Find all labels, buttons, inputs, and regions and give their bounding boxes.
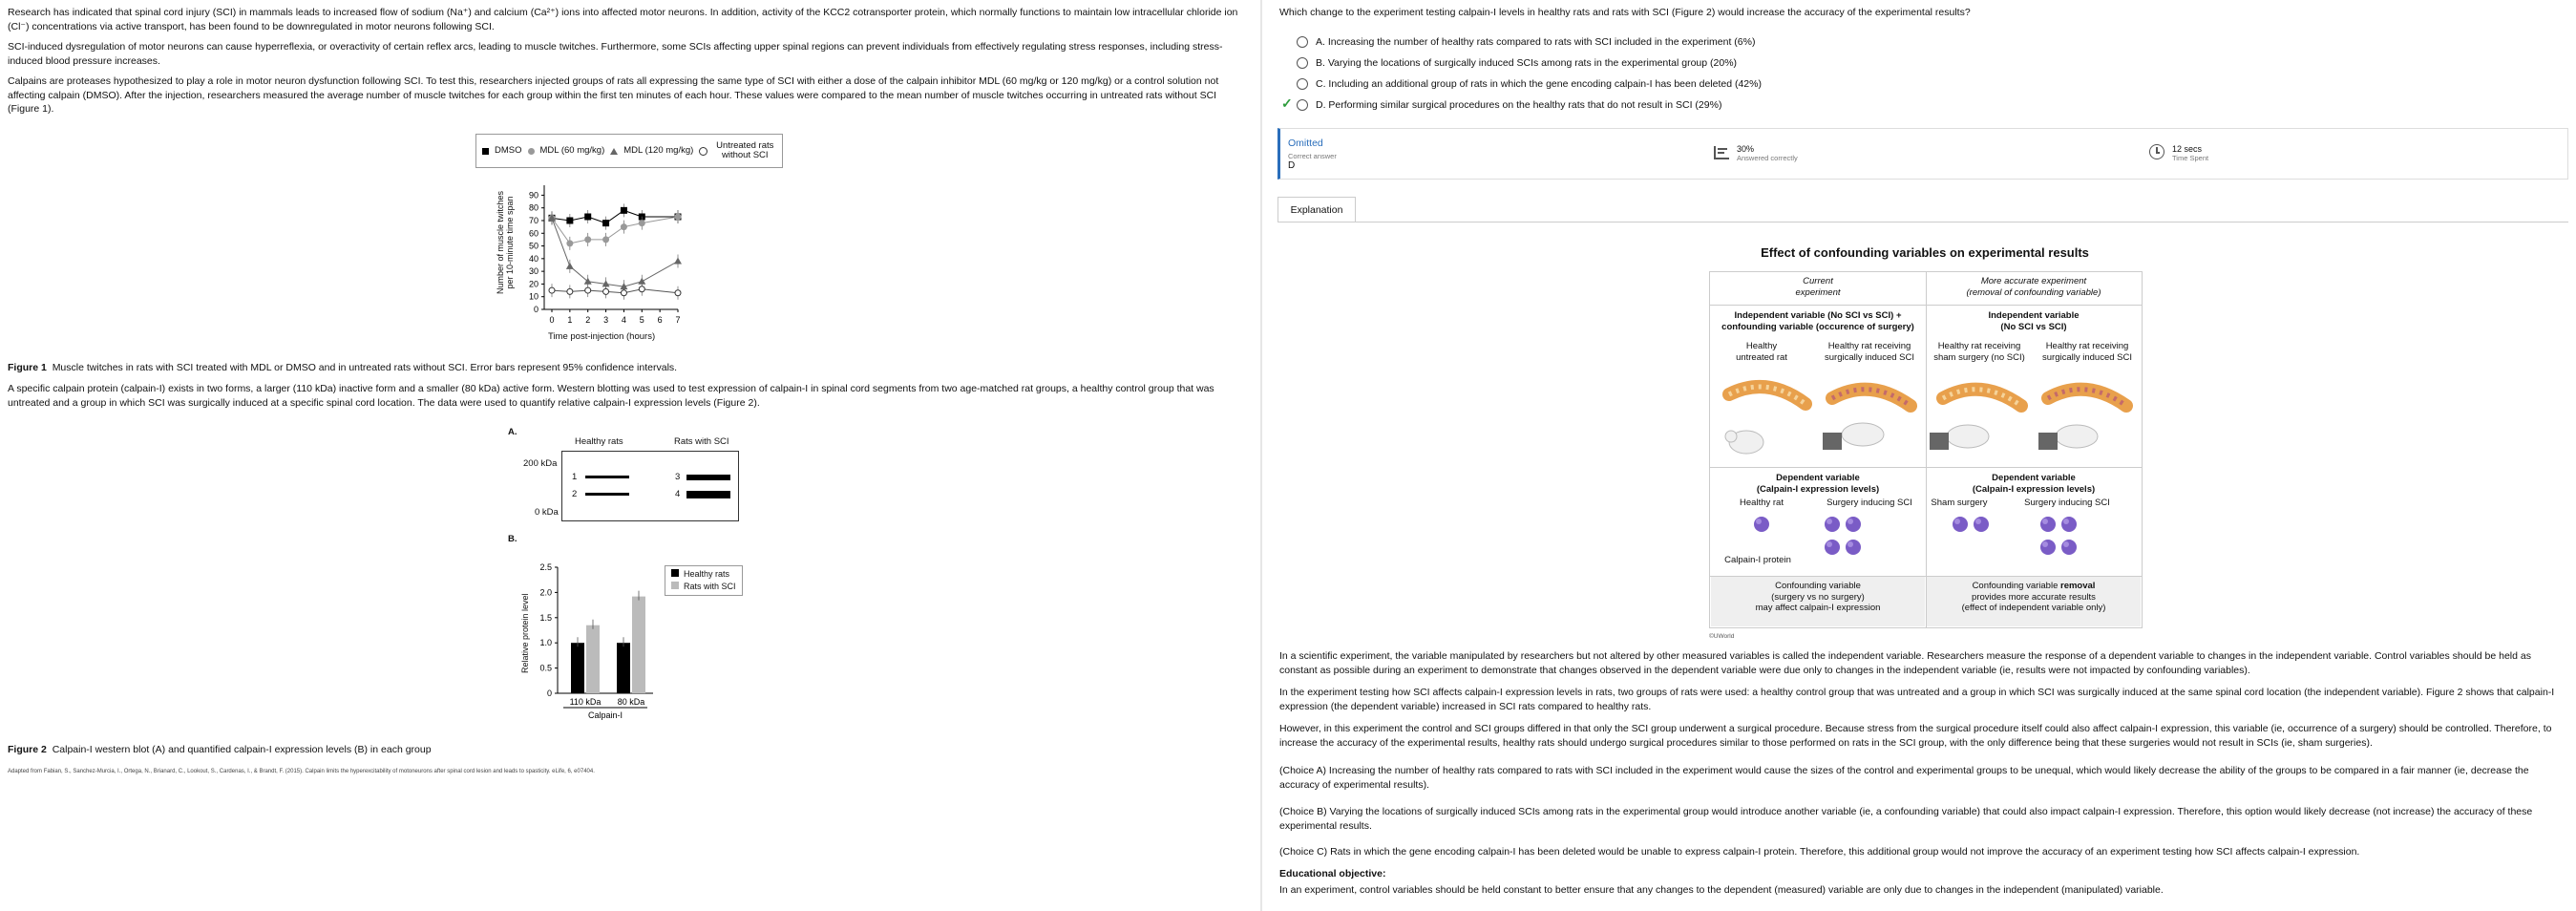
calpain-protein-highlight: [2042, 519, 2048, 524]
choice-a-text: A. Increasing the number of healthy rats compared to rats with SCI included in the experiment (6%): [1316, 36, 1756, 48]
y-tick-label: 1.0: [539, 638, 552, 648]
legend-triangle-icon: [610, 148, 618, 155]
label-sham-surgery: Healthy rat receiving sham surgery (no SCI): [1933, 341, 2025, 363]
bar: [632, 597, 645, 693]
western-blot: [561, 451, 739, 521]
point-mdl60: [675, 213, 682, 220]
point-dmso: [566, 217, 573, 223]
explanation-choice-a: (Choice A) Increasing the number of healthy rats compared to rats with SCI included in the experiment would cause the sizes of the control and experimental groups to be unequal, which would likely decrease the ability of the groups to be compared in a fair manner (ie, decrease the accuracy of experimental results).: [1279, 765, 2529, 791]
bar-chart-icon: [1714, 144, 1729, 159]
blot-col-healthy: Healthy rats: [575, 436, 623, 447]
y-tick-label: 0: [533, 305, 538, 314]
figure1-ylabel-line2: per 10-minute time span: [505, 196, 515, 289]
point-untreated: [549, 287, 555, 293]
calpain-protein-icon: [2040, 517, 2056, 532]
figure2-ylabel-text: Relative protein level: [519, 593, 530, 674]
choice-b[interactable]: [1297, 56, 1737, 71]
calpain-protein-label: Calpain-I protein: [1724, 555, 1791, 565]
figure2-legend: [665, 565, 743, 596]
figure2-ylabel: [516, 592, 535, 678]
lane-1-label: 1: [572, 472, 578, 482]
calpain-protein-highlight: [1826, 519, 1832, 524]
passage-paragraph-3: Calpains are proteases hypothesized to play a role in motor neuron dysfunction following SCI. To test this, researchers injected groups of rats all expressing the same type of SCI with either a dose of the calpain inhibitor MDL (60 mg/kg or 120 mg/kg) or a control solution not affecting calpain (DMSO). After the injection, researchers measured the average number of muscle twitches for each group within the first ten minutes of each hour. These values were compared to the mean number of muscle twitches occurring in untreated rats without SCI (Figure 1).: [8, 75, 1219, 115]
figure1-ylabel: [475, 168, 533, 311]
calpain-protein-icon: [1825, 540, 1840, 555]
spine-illustration-3: [1930, 390, 2021, 450]
dv-healthy-rat-label: Healthy rat: [1740, 498, 1784, 508]
point-untreated: [585, 287, 591, 293]
confounding-diagram: [1709, 271, 2143, 628]
educational-objective-title: Educational objective:: [1279, 868, 1386, 879]
point-untreated: [603, 288, 609, 294]
choice-d-text: D. Performing similar surgical procedures on the healthy rats that do not result in SCI (29%): [1316, 99, 1722, 111]
x-tick-label: 2: [585, 315, 591, 325]
y-tick-label: 20: [528, 279, 538, 289]
dv-right-sci-label: Surgery inducing SCI: [2024, 498, 2110, 508]
foot-right-post: provides more accurate results (effect of independent variable only): [1961, 591, 2106, 613]
foot-left: Confounding variable (surgery vs no surgery) may affect calpain-I expression: [1711, 577, 1925, 626]
radio-icon[interactable]: [1297, 78, 1308, 90]
lane-4-label: 4: [675, 489, 681, 499]
y-tick-label: 10: [528, 291, 538, 302]
calpain-protein-icon: [1846, 517, 1861, 532]
time-spent-value: 12 secs: [2172, 144, 2203, 154]
calpain-protein-highlight: [1848, 541, 1853, 547]
point-mdl60: [621, 223, 627, 230]
time-spent-label: Time Spent: [2172, 154, 2209, 162]
explanation-p3: However, in this experiment the control and SCI groups differed in that only the SCI group underwent a surgical procedure. Because stress from the surgical procedure itself could also affect calpain-I expression, this variable (ie, occurrence of a surgery) should be controlled. Therefore, to increase the accuracy of the experimental results, healthy rats should undergo surgical procedures similar to those performed on rats in the SCI group, with the only difference being that these surgeries would not result in SCIs (ie, sham surgeries).: [1279, 723, 2552, 749]
passage-pane: [0, 0, 1258, 911]
band-lane-3: [686, 475, 730, 480]
x-tick-label: 1: [567, 315, 573, 325]
y-tick-label: 0.5: [539, 663, 552, 673]
point-dmso: [621, 207, 627, 214]
calpain-protein-highlight: [1975, 519, 1981, 524]
diagram-title: Effect of confounding variables on experimental results: [1761, 245, 2089, 260]
figure1-ylabel-line1: Number of muscle twitches: [496, 190, 505, 295]
x-axis-label: Calpain-I: [587, 710, 623, 720]
citation: Adapted from Fabian, S., Sanchez-Murcia, I., Ortega, N., Brianard, C., Lookout, S., Cardenas, I., & Brandt, F. (2015). Calpain limits the hyperexcitability of motoneurons after spinal cord lesion and leads to spasticity. eLife, 6, e07404.: [8, 769, 595, 774]
x-tick-label: 0: [549, 315, 555, 325]
explanation-choice-c: (Choice C) Rats in which the gene encoding calpain-I has been deleted would be unable to express calpain-I protein. Therefore, this additional group would not improve the accuracy of an experiment testing how SCI affects calpain-I expression.: [1279, 846, 2360, 858]
calpain-protein-icon: [2040, 540, 2056, 555]
calpain-protein-highlight: [2042, 541, 2048, 547]
point-mdl120: [674, 258, 682, 265]
blot-col-sci: Rats with SCI: [674, 436, 729, 447]
calpain-protein-icon: [1846, 540, 1861, 555]
calpain-protein-highlight: [1954, 519, 1960, 524]
category-label: 110 kDa: [569, 697, 602, 707]
point-untreated: [567, 288, 573, 294]
y-tick-label: 0: [546, 689, 552, 698]
dv-sham-label: Sham surgery: [1931, 498, 1988, 508]
x-tick-label: 4: [621, 315, 626, 325]
series-line: [552, 218, 678, 286]
explanation-choice-b: (Choice B) Varying the locations of surgically induced SCIs among rats in the experimental group would introduce another variable (ie, a confounding variable) that could also impact calpain-I expression. Therefore, this option would likely decrease (not increase) the accuracy of these experimental results.: [1279, 806, 2533, 832]
correct-answer-label: Correct answer: [1288, 152, 1337, 160]
legend-untreated: Untreated rats without SCI: [716, 140, 774, 160]
y-tick-label: 50: [528, 241, 538, 251]
band-lane-4: [686, 491, 730, 498]
dv-left-heading: Dependent variable (Calpain-I expression levels): [1756, 473, 1880, 495]
label-right-sci: Healthy rat receiving surgically induced SCI: [2042, 341, 2132, 363]
legend-black-square-icon: [671, 569, 679, 577]
radio-icon[interactable]: [1297, 57, 1308, 69]
radio-icon[interactable]: [1297, 36, 1308, 48]
passage-paragraph-4: A specific calpain protein (calpain-I) exists in two forms, a larger (110 kDa) inactive form and a smaller (80 kDa) active form. Western blotting was used to test expression of calpain-I in spinal cord segments from two age-matched rat groups, a healthy control group that was untreated and a group in which SCI was surgically induced at a specific spinal cord location. The data were used to quantify relative calpain-I expression levels (Figure 2).: [8, 383, 1214, 409]
percent-correct-label: Answered correctly: [1737, 154, 1798, 162]
label-healthy-sci: Healthy rat receiving surgically induced SCI: [1825, 341, 1914, 363]
x-tick-label: 3: [603, 315, 609, 325]
legend-square-icon: [482, 148, 489, 155]
figure2-panel-b-label: B.: [508, 534, 517, 544]
current-experiment-heading: Current experiment: [1795, 276, 1841, 298]
choice-c-text: C. Including an additional group of rats in which the gene encoding calpain-I has been deleted (42%): [1316, 78, 1762, 90]
point-mdl60: [602, 236, 609, 243]
legend-mdl120: MDL (120 mg/kg): [623, 144, 694, 156]
dv-right-heading: Dependent variable (Calpain-I expression levels): [1972, 473, 2096, 495]
figure2-caption-label: Figure 2: [8, 744, 47, 755]
spine-illustration-2: [1823, 390, 1911, 450]
x-tick-label: 5: [639, 315, 644, 325]
legend-open-circle-icon: [699, 147, 707, 156]
point-mdl60: [584, 236, 591, 243]
figure2-caption: [8, 743, 1249, 757]
passage-paragraph-2: SCI-induced dysregulation of motor neurons can cause hyperreflexia, or overactivity of certain reflex arcs, leading to muscle twitches. Furthermore, some SCIs affecting upper spinal regions can prevent individuals from effectively regulating stress responses, including stress-induced blood pressure increases.: [8, 41, 1223, 67]
choice-d[interactable]: [1297, 98, 1721, 113]
legend-healthy: Healthy rats: [684, 569, 730, 579]
iv-left-heading: Independent variable (No SCI vs SCI) + confounding variable (occurence of surgery): [1721, 310, 1914, 332]
blot-0kda-label: 0 kDa: [535, 507, 559, 518]
figure1-xlabel: Time post-injection (hours): [548, 331, 656, 342]
point-dmso: [602, 220, 609, 226]
legend-dmso: DMSO: [495, 144, 522, 156]
figure2-caption-text: Calpain-I western blot (A) and quantified calpain-I expression levels (B) in each group: [52, 744, 432, 755]
y-tick-label: 40: [528, 253, 538, 264]
dv-surgery-sci-label: Surgery inducing SCI: [1826, 498, 1912, 508]
y-tick-label: 2.0: [539, 587, 552, 598]
point-untreated: [621, 290, 626, 296]
y-tick-label: 30: [528, 266, 538, 277]
calpain-protein-highlight: [1848, 519, 1853, 524]
foot-right-pre: Confounding variable: [1972, 581, 2060, 591]
figure2-panel-a-label: A.: [508, 427, 517, 437]
legend-mdl60: MDL (60 mg/kg): [539, 144, 605, 156]
spine-illustration-4: [2038, 390, 2126, 450]
calpain-protein-icon: [2061, 540, 2077, 555]
category-label: 80 kDa: [617, 697, 645, 707]
lane-3-label: 3: [675, 472, 681, 482]
calpain-protein-highlight: [1826, 541, 1832, 547]
y-tick-label: 90: [528, 190, 538, 201]
point-mdl60: [639, 220, 645, 226]
figure1-legend: [475, 134, 783, 168]
x-tick-label: 6: [657, 315, 663, 325]
legend-sci: Rats with SCI: [684, 582, 736, 591]
point-untreated: [639, 286, 644, 292]
legend-gray-square-icon: [671, 582, 679, 589]
figure1-caption: [8, 361, 1249, 375]
calpain-protein-highlight: [1756, 519, 1762, 524]
better-experiment-heading: More accurate experiment (removal of confounding variable): [1966, 276, 2101, 298]
figure1-caption-text: Muscle twitches in rats with SCI treated with MDL or DMSO and in untreated rats without SCI. Error bars represent 95% confidence intervals.: [52, 362, 678, 373]
foot-right-bold: removal: [2060, 581, 2096, 591]
calpain-protein-icon: [2061, 517, 2077, 532]
choice-b-text: B. Varying the locations of surgically induced SCIs among rats in the experimental group (20%): [1316, 57, 1738, 69]
uworld-credit: ©UWorld: [1709, 633, 1735, 640]
question-pane: [1277, 0, 2566, 911]
foot-right: [1927, 577, 2141, 626]
y-tick-label: 60: [528, 228, 538, 239]
correct-check-icon: ✓: [1281, 95, 1293, 111]
point-mdl60: [566, 240, 573, 246]
iv-right-heading: Independent variable (No SCI vs SCI): [1988, 310, 2080, 332]
blot-200kda-label: 200 kDa: [523, 458, 558, 469]
correct-answer-value: D: [1288, 160, 1296, 171]
point-mdl120: [566, 263, 574, 269]
bar: [586, 625, 600, 693]
calpain-protein-icon: [1825, 517, 1840, 532]
label-healthy-untreated: Healthy untreated rat: [1736, 341, 1787, 363]
bar: [571, 643, 584, 693]
calpain-protein-highlight: [2063, 541, 2069, 547]
band-lane-1: [585, 476, 629, 478]
explanation-p2: In the experiment testing how SCI affects calpain-I expression levels in rats, two groups of rats were used: a healthy control group that was untreated and a group in which SCI was surgically induced at the same spinal cord location (the independent variable). Figure 2 shows that calpain-I expression (the dependent variable) increased in SCI rats compared to healthy rats.: [1279, 687, 2555, 712]
y-tick-label: 80: [528, 202, 538, 213]
legend-circle-icon: [528, 148, 535, 155]
band-lane-2: [585, 493, 629, 496]
figure1-caption-label: Figure 1: [8, 362, 47, 373]
choice-a[interactable]: [1297, 35, 1755, 50]
lane-2-label: 2: [572, 489, 578, 499]
tab-explanation[interactable]: Explanation: [1277, 197, 1356, 222]
spine-illustration-1: [1725, 387, 1805, 454]
radio-icon[interactable]: [1297, 99, 1308, 111]
educational-objective-text: In an experiment, control variables should be held constant to better ensure that any changes to the dependent (measured) variable are only due to changes in the independent (manipulated) variable.: [1279, 884, 2164, 896]
figure1-chart: [506, 174, 716, 346]
calpain-protein-icon: [1953, 517, 1968, 532]
explanation-p1: In a scientific experiment, the variable manipulated by researchers but not altered by other measured variables is called the independent variable. Researchers measure the response of a dependent variable to changes in the independent variable. Control variables should be held as constant as possible during an experiment to demonstrate that changes observed in the dependent variable were due only to changes in the independent variable (ie, results were not impacted by confounding variables).: [1279, 650, 2531, 676]
pane-divider[interactable]: [1260, 0, 1262, 911]
clock-icon: [2149, 144, 2164, 159]
rat-spine-illustrations: [1710, 366, 2142, 465]
answer-stats-card: [1277, 128, 2568, 180]
y-tick-label: 70: [528, 215, 538, 225]
status-omitted: Omitted: [1288, 138, 1323, 149]
x-tick-label: 7: [675, 315, 681, 325]
percent-correct-value: 30%: [1737, 144, 1755, 154]
y-tick-label: 2.5: [539, 562, 552, 572]
calpain-protein-icon: [1754, 517, 1769, 532]
bar: [617, 643, 630, 693]
y-tick-label: 1.5: [539, 612, 552, 623]
question-stem: Which change to the experiment testing calpain-I levels in healthy rats and rats with SCI (Figure 2) would increase the accuracy of the experimental results?: [1279, 7, 1971, 18]
passage-paragraph-1: Research has indicated that spinal cord injury (SCI) in mammals leads to increased flow of sodium (Na⁺) and calcium (Ca²⁺) ions into affected motor neurons. In addition, activity of the KCC2 cotransporter protein, which normally functions to maintain low intracellular chloride ion (Cl⁻) concentrations via active transport, has been found to be downregulated in motor neurons following SCI.: [8, 7, 1238, 32]
calpain-protein-icon: [1974, 517, 1989, 532]
choice-c[interactable]: [1297, 77, 1762, 92]
point-untreated: [675, 290, 681, 296]
point-dmso: [584, 213, 591, 220]
calpain-protein-highlight: [2063, 519, 2069, 524]
